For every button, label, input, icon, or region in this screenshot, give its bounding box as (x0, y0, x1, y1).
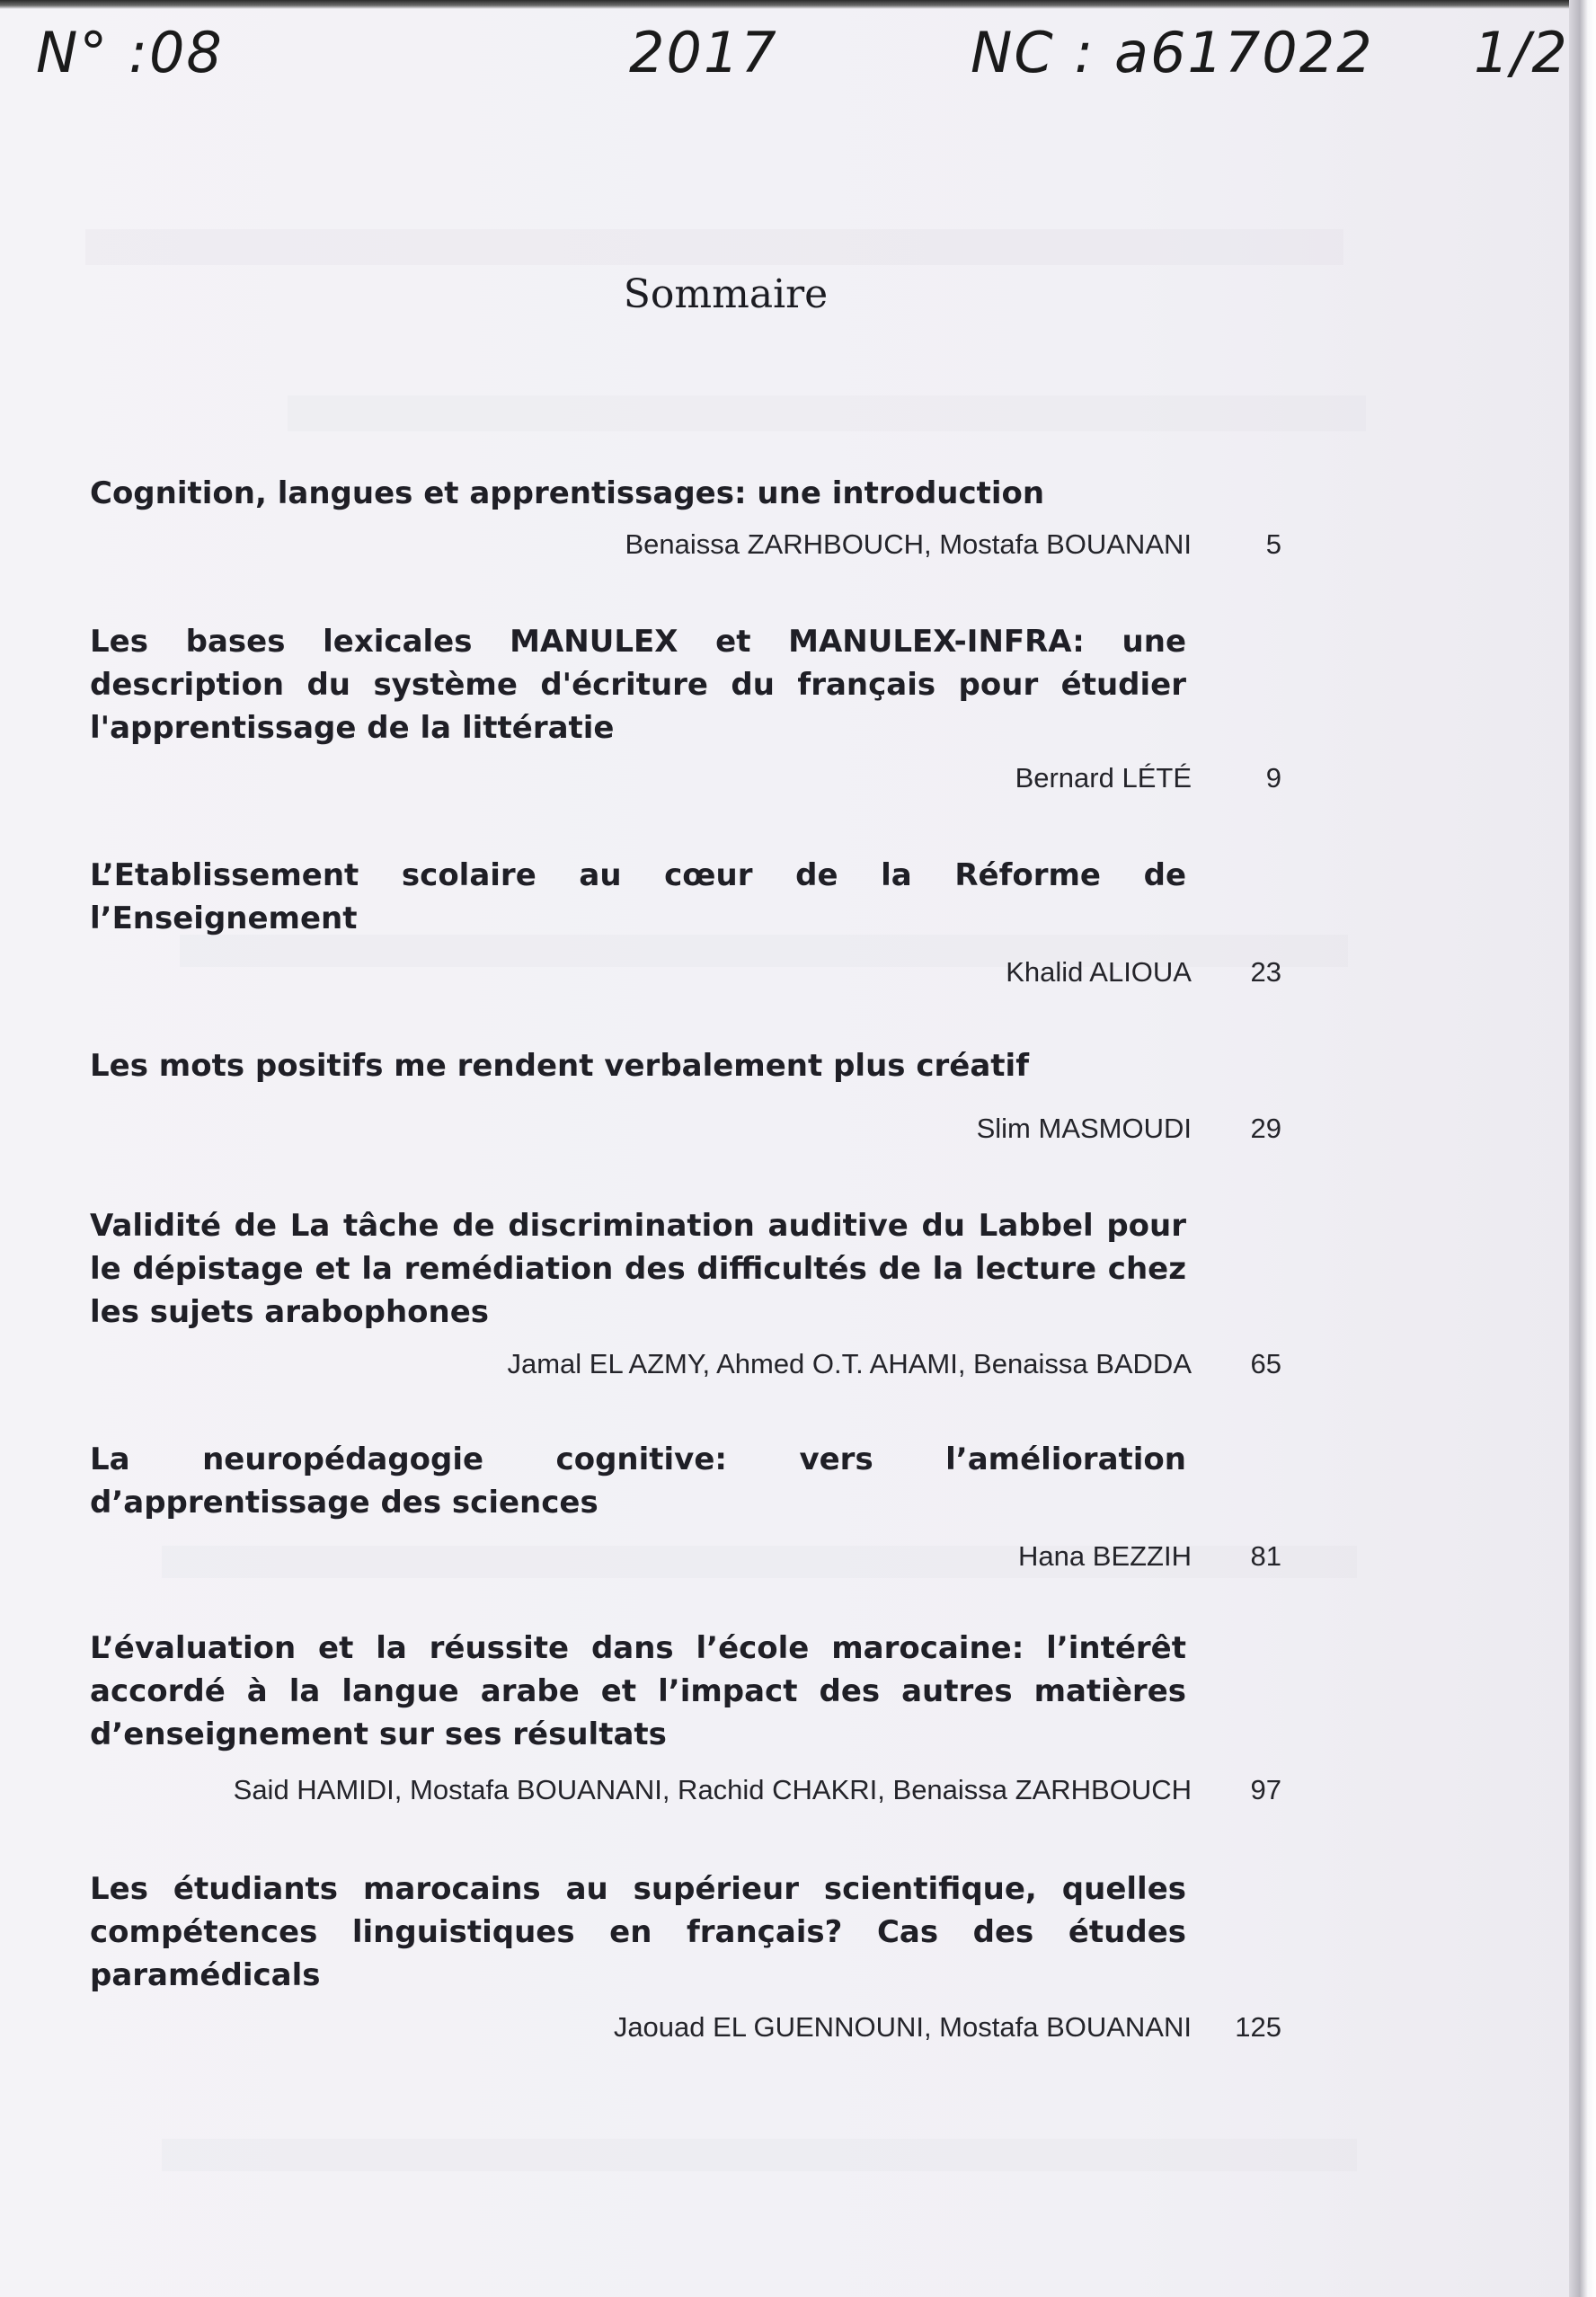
handwritten-year: 2017 (629, 20, 778, 85)
toc-entry-authors: Said HAMIDI, Mostafa BOUANANI, Rachid CHAKRI, Benaissa ZARHBOUCH (233, 1774, 1192, 1805)
handwritten-code: NC : a617022 (971, 20, 1374, 85)
toc-entry-page: 9 (1265, 762, 1281, 794)
toc-entry-authors: Jaouad EL GUENNOUNI, Mostafa BOUANANI (613, 2011, 1192, 2043)
toc-entry-page: 5 (1265, 528, 1281, 560)
toc-entry-page: 97 (1250, 1774, 1281, 1805)
toc-entry-page: 81 (1250, 1540, 1281, 1572)
toc-entry-title: L’évaluation et la réussite dans l’école marocaine: l’intérêt accordé à la langue arabe et l’impact des autres matières d’enseignement sur ses résultats (90, 1630, 1186, 1752)
toc-entry-title: Les bases lexicales MANULEX et MANULEX-INFRA: une description du système d'écriture du français pour étudier l'apprentissage de la littératie (90, 624, 1186, 746)
scan-top-edge (0, 0, 1596, 9)
handwritten-number: N° :08 (36, 20, 224, 85)
handwritten-note (36, 20, 1569, 119)
scan-right-edge (1569, 0, 1596, 2297)
toc-entry-authors: Slim MASMOUDI (976, 1113, 1192, 1144)
handwritten-part: 1/2 (1474, 20, 1569, 85)
toc-entry-page: 23 (1250, 956, 1281, 988)
toc-entry-page: 29 (1250, 1113, 1281, 1144)
toc-entry-authors: Benaissa ZARHBOUCH, Mostafa BOUANANI (625, 528, 1192, 560)
toc-entry-authors: Khalid ALIOUA (1006, 956, 1192, 988)
bleed-through-band (85, 229, 1343, 265)
toc-entry-authors: Bernard LÉTÉ (1015, 762, 1192, 794)
toc-entry-page: 65 (1250, 1348, 1281, 1379)
toc-entry-title: La neuropédagogie cognitive: vers l’amélioration d’apprentissage des sciences (90, 1441, 1186, 1521)
bleed-through-band (288, 395, 1366, 431)
toc-entry-authors: Jamal EL AZMY, Ahmed O.T. AHAMI, Benaissa BADDA (507, 1348, 1192, 1379)
toc-entry-title: Les mots positifs me rendent verbalement plus créatif (90, 1048, 1029, 1084)
toc-entry-title: Cognition, langues et apprentissages: une introduction (90, 475, 1045, 511)
toc-entry-title: L’Etablissement scolaire au cœur de la Réforme de l’Enseignement (90, 857, 1186, 936)
bleed-through-band (162, 2139, 1357, 2171)
page-title: Sommaire (623, 271, 829, 317)
toc-entry-page: 125 (1235, 2011, 1281, 2043)
toc-entry-title: Validité de La tâche de discrimination auditive du Labbel pour le dépistage et la remédiation des difficultés de la lecture chez les sujets arabophones (90, 1208, 1186, 1330)
toc-entry-title: Les étudiants marocains au supérieur scientifique, quelles compétences linguistiques en français? Cas des études paramédicals (90, 1871, 1186, 1993)
toc-entry-authors: Hana BEZZIH (1018, 1540, 1192, 1572)
